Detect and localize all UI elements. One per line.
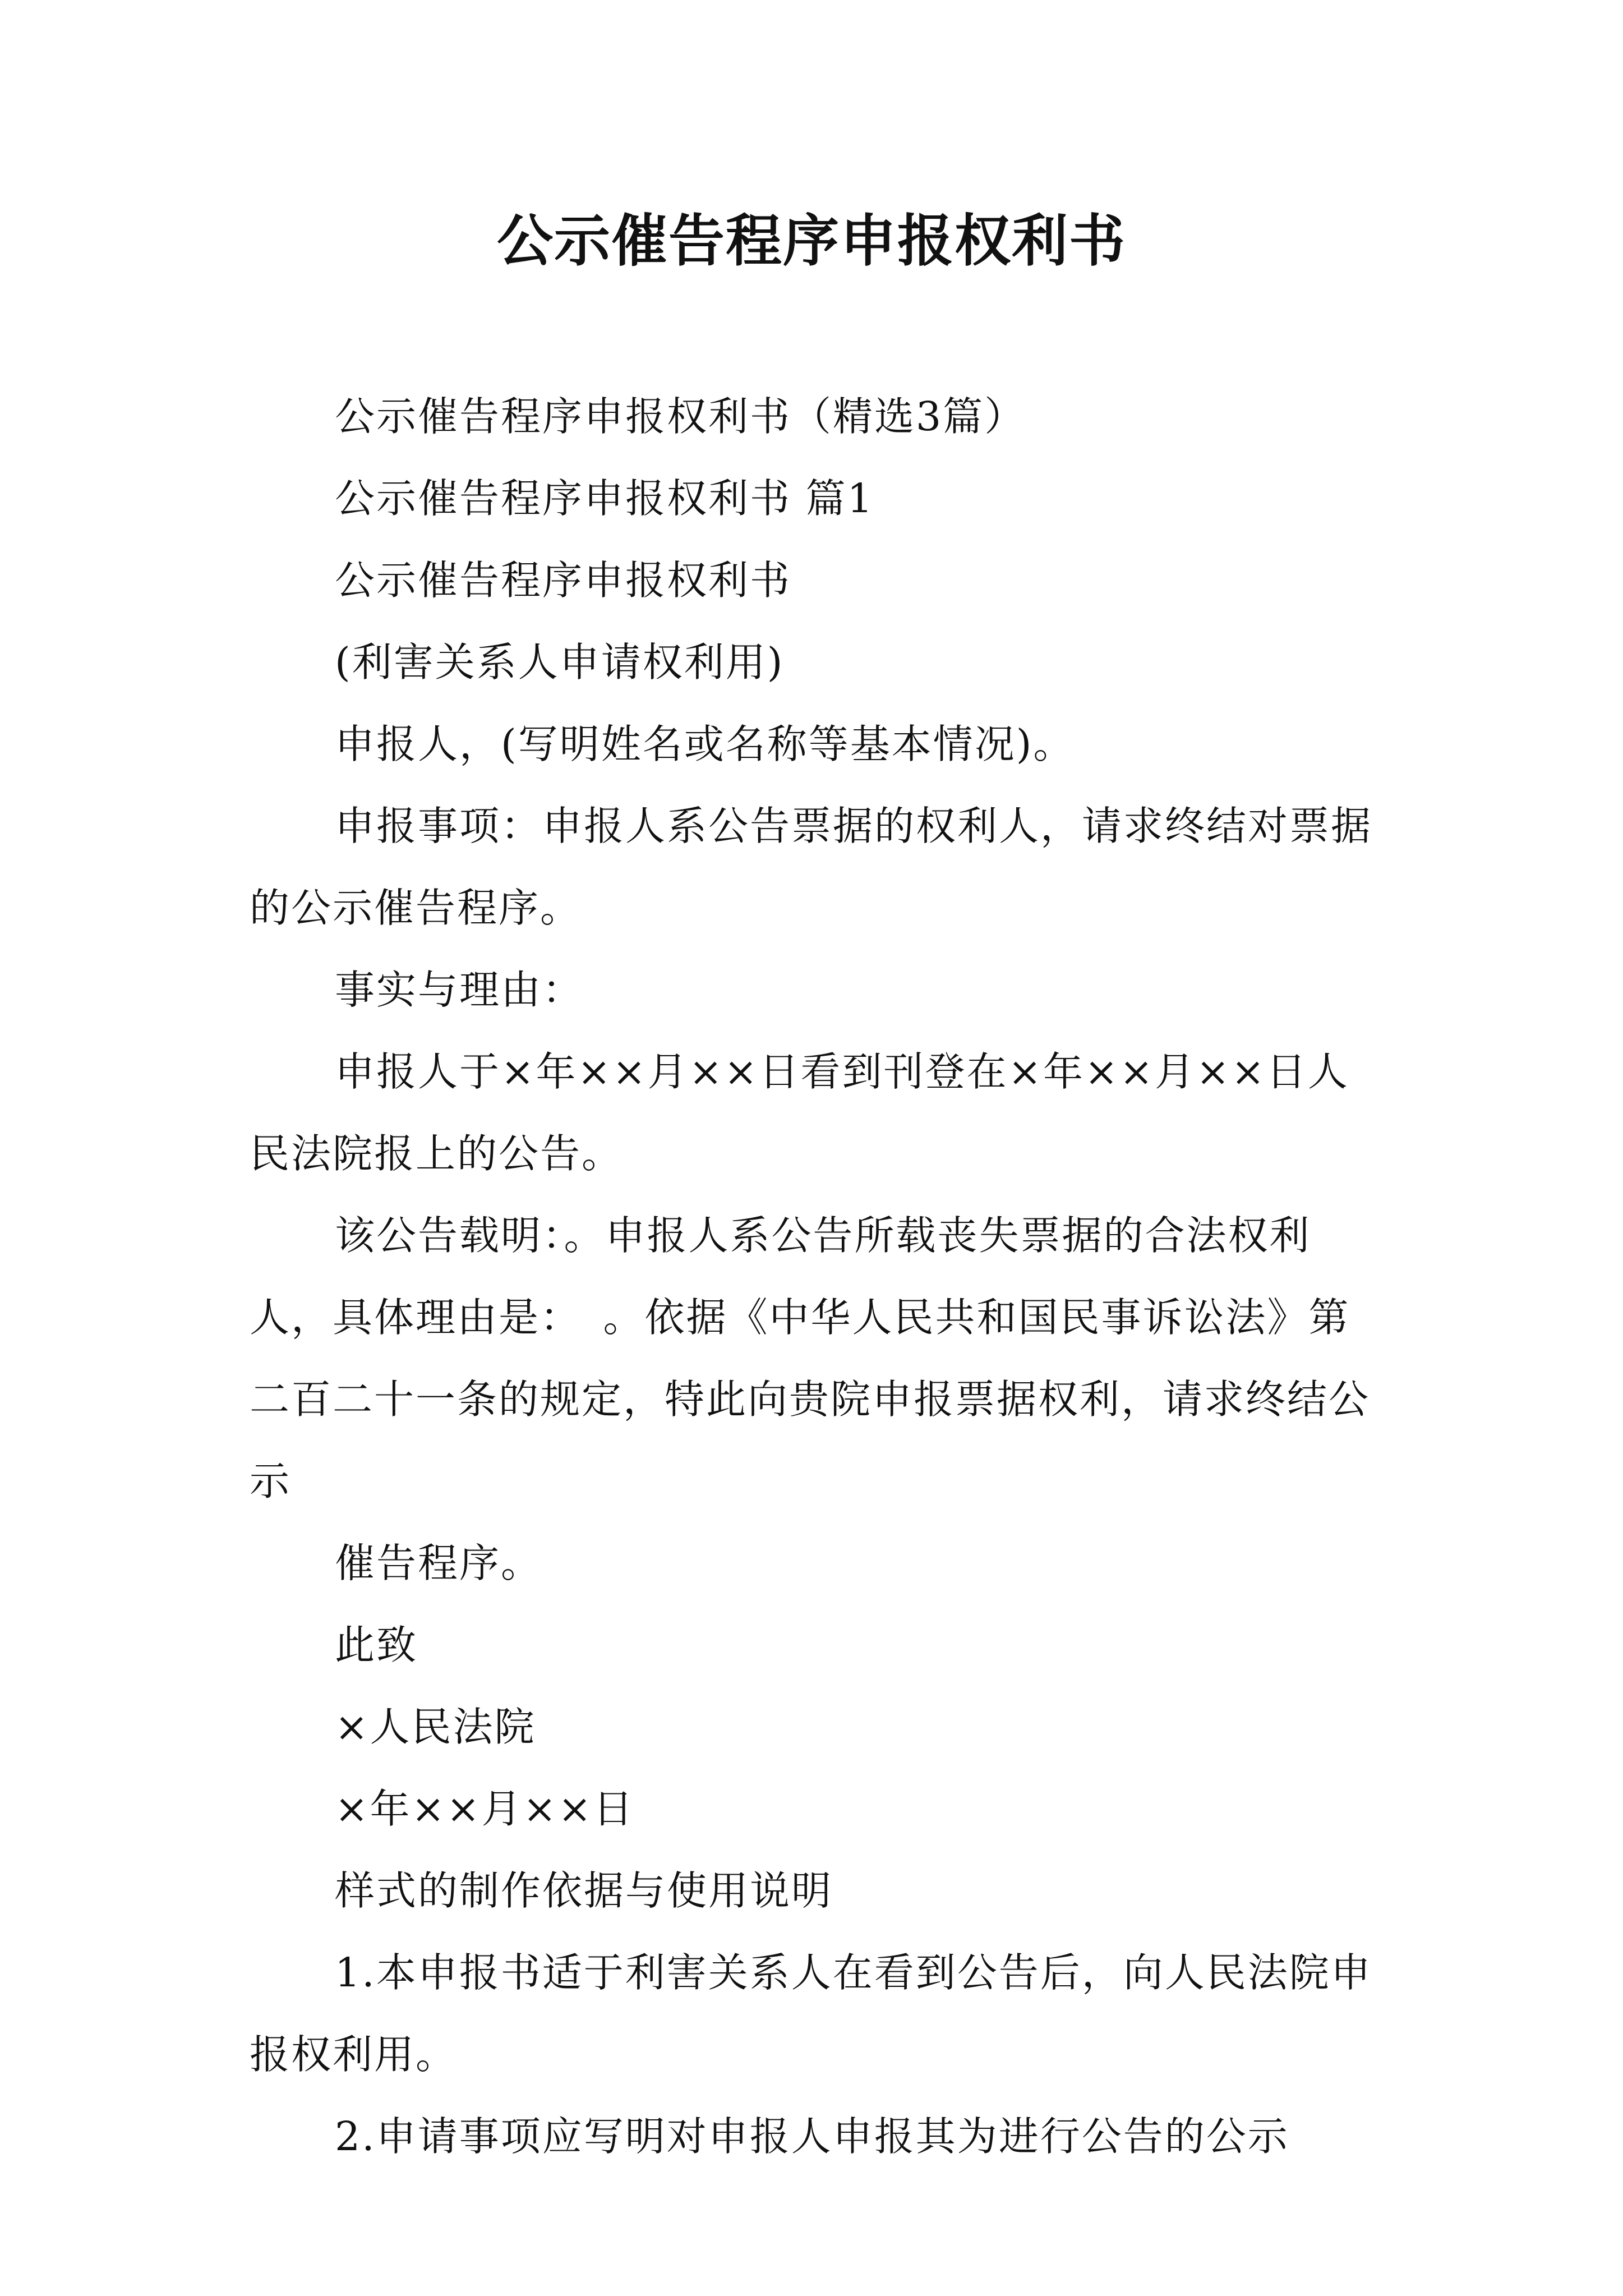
paragraph-procedure: 催告程序。 bbox=[335, 1540, 543, 1586]
document-title: 公示催告程序申报权利书 bbox=[497, 208, 1126, 274]
paragraph-instruction-2: 2.申请事项应写明对申报人申报其为进行公告的公示 bbox=[335, 2113, 1289, 2160]
document-body bbox=[250, 376, 1388, 2178]
paragraph-date: ×年××月××日 bbox=[335, 1786, 635, 1832]
paragraph-court: ×人民法院 bbox=[335, 1704, 536, 1750]
paragraph-instruction-1: 1.本申报书适于利害关系人在看到公告后，向人民法院申报权利用。 bbox=[250, 1949, 1372, 2078]
paragraph-facts-date: 申报人于×年××月××日看到刊登在×年××月××日人民法院报上的公告。 bbox=[250, 1048, 1349, 1177]
paragraph-form-note: (利害关系人申请权利用) bbox=[335, 639, 785, 685]
paragraph-matter: 申报事项：申报人系公告票据的权利人，请求终结对票据的公示催告程序。 bbox=[250, 803, 1373, 931]
paragraph-form-title: 公示催告程序申报权利书 bbox=[335, 557, 792, 604]
paragraph-facts-reason: 该公告载明：。申报人系公告所载丧失票据的合法权利人，具体理由是： 。依据《中华人民共和国民事诉讼法》第二百二十一条的规定，特此向贵院申报票据权利，请求终结公示 bbox=[250, 1212, 1371, 1504]
paragraph-salutation: 此致 bbox=[335, 1622, 418, 1668]
paragraph-section-heading: 公示催告程序申报权利书 篇1 bbox=[335, 475, 874, 522]
paragraph-subtitle: 公示催告程序申报权利书（精选3篇） bbox=[335, 393, 1026, 440]
paragraph-facts-heading: 事实与理由： bbox=[335, 967, 584, 1013]
paragraph-applicant: 申报人，(写明姓名或名称等基本情况)。 bbox=[335, 721, 1075, 767]
paragraph-instructions-heading: 样式的制作依据与使用说明 bbox=[335, 1867, 833, 1914]
